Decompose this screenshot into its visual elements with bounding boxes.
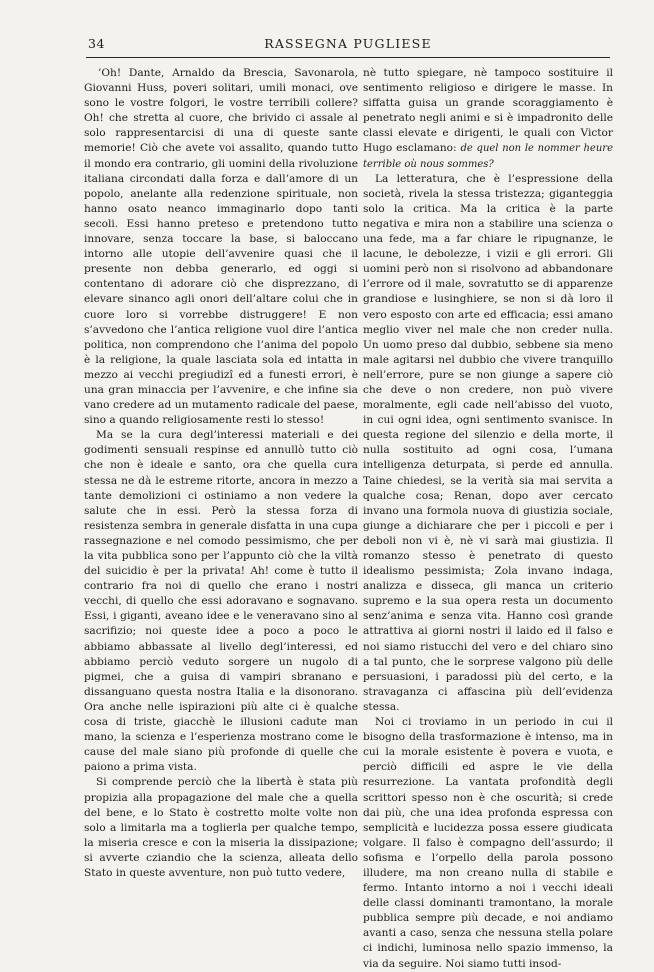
left-column — [84, 66, 358, 881]
page-header — [88, 36, 608, 56]
right-paragraph-3: Noi ci troviamo in un periodo in cui il bisogno della trasformazione è intenso, ma in cui la morale esistente è povera e vuota, e perciò difficili ed aspre le vie della resurrezione. La vantata profondità degli scrittori spesso non è che oscurità; si crede dai più, che una idea profonda espressa con semplicità e lucidezza possa essere giudicata volgare. Il falso è compagno dell’assurdo; il sofisma e l’orpello della parola possono illudere, ma non creano nulla di stabile e fermo. Intanto intorno a noi i vecchi ideali delle classi dominanti tramontano, la morale pubblica sempre più decade, e noi andiamo avanti a caso, senza che nessuna stella polare ci indichi, luminosa nello spazio immenso, la via da seguire. Noi siamo tutti insod- — [363, 716, 613, 970]
left-paragraph-1: ’Oh! Dante, Arnaldo da Brescia, Savonarola, Giovanni Huss, poveri solitari, umili monaci, ove sono le vostre folgori, le vostre terribili collere? Oh! che stretta al cuore, che brivido ci assale al solo rappresentarcisi di una di queste sante memorie! Ciò che avete voi assalito, quando tutto il mondo era contrario, gli uomini della rivoluzione italiana circondati dalla forza e dall’amore di un popolo, anelante alla redenzione spirituale, non hanno osato neanco immaginarlo dopo tanti secoli. Essi hanno preteso e pretendono tutto innovare, senza toccare la base, si baloccano intorno alle utopie dell’avvenire quasi che il presente non debba generarlo, ed oggi si contentano di adorare ciò che disprezzano, di elevare sinanco agli onori dell’altare colui che in cuore loro si vorrebbe distruggere! E non s’avvedono che l’antica religione vuol dire l’antica politica, non comprendono che l’anima del popolo è la religione, la quale lasciata sola ed intatta in mezzo ai vecchi pregiudizî ed a funesti errori, è una gran minaccia per l’avvenire, e che infine sia vano credere ad un mutamento radicale del paese, sino a quando religiosamente resti lo stesso! — [84, 67, 358, 427]
left-paragraph-2: Ma se la cura degl’interessi materiali e dei godimenti sensuali respinse ed annullò tutto ciò che non è ideale e santo, ora che quella cura stessa ne dà le estreme ritorte, ancora in mezzo a tante demolizioni ci ostiniamo a non vedere la salute che in essi. Però la stessa forza di resistenza sembra in generale disfatta in una cupa rassegnazione e nel comodo pessimismo, che per la vita pubblica sono per l’appunto ciò che la viltà del suicidio è per la privata! Ah! come è tutto il contrario fra noi di quello che erano i nostri vecchi, di quello che essi adoravano e sognavano. Essi, i giganti, aveano idee e le veneravano sino al sacrifizio; noi queste idee a poco a poco le abbiamo abbassate al livello degl’interessi, ed abbiamo perciò veduto sorgere un nugolo di pigmei, che a guisa di vampiri sbranano e dissanguano questa nostra Italia e la disonorano. Ora anche nelle ispirazioni più alte ci è qualche cosa di triste, giacchè le illusioni cadute man mano, la scienza e l’esperienza mostrano come le cause del male siano più profonde di quelle che paiono a prima vista. — [84, 429, 358, 774]
right-column — [363, 66, 613, 972]
page-number: 34 — [88, 36, 105, 51]
left-paragraph-3: Si comprende perciò che la libertà è stata più propizia alla propagazione del male che a quella del bene, e lo Stato è costretto molte volte non solo a limitarla ma a toglierla per qualche tempo, la miseria cresce e con la miseria la dissipazione; si avverte cziandio che la scienza, alleata dello Stato in queste avventure, non può tutto vedere, — [84, 776, 358, 879]
victor-hugo-quote: de quel non le nommer heure terrible où nous sommes? — [363, 143, 613, 170]
running-title: RASSEGNA PUGLIESE — [264, 36, 432, 51]
right-paragraph-2: La letteratura, che è l’espressione della società, rivela la stessa tristezza; giganteggia solo la critica. Ma la critica è la parte negativa e mira non a stabilire una scienza o una fede, ma a far chiare le ripugnanze, le lacune, le debolezze, i vizii e gli errori. Gli uomini però non si risolvono ad abbandonare l’errore od il male, sovratutto se di apparenze grandiose e lusinghiere, se non si dà loro il vero esposto con arte ed efficacia; essi amano meglio viver nel male che non creder nulla. Un uomo preso dal dubbio, sebbene sia meno male agitarsi nel dubbio che vivere tranquillo nell’errore, pure se non giunge a sapere ciò che deve o non credere, non può vivere moralmente, egli cade nell’abisso del vuoto, in cui ogni idea, ogni sentimento svanisce. In questa regione del silenzio e della morte, il nulla sostituito ad ogni cosa, l’umana intelligenza deturpata, si perde ed annulla. Taine chiedesi, se la verità sia mai servita a qualche cosa; Renan, dopo aver cercato invano una formola nuova di giustizia sociale, giunge a dichiarare che per i piccoli e per i deboli non vi è, nè vi sarà mai giustizia. Il romanzo stesso è penetrato di questo idealismo pessimista; Zola invano indaga, analizza e disseca, gli manca un criterio supremo e la sua opera resta un documento senz’anima e senza vita. Hanno così grande attrattiva ai giorni nostri il laido ed il falso e noi siamo ristucchi del vero e del chiaro sino a tal punto, che le sorprese valgono più delle persuasioni, i paradossi più del certo, e la stravaganza ci affascina più dell’evidenza stessa. — [363, 172, 613, 713]
right-paragraph-1-text: nè tutto spiegare, nè tampoco sostituire il sentimento religioso e dirigere le masse. In siffatta guisa un grande scoraggiamento è penetrato negli animi e si è impadronito delle classi elevate e dirigenti, le quali con Victor Hugo esclamano: — [363, 67, 613, 155]
header-rule — [86, 57, 610, 58]
right-paragraph-1 — [363, 66, 613, 172]
